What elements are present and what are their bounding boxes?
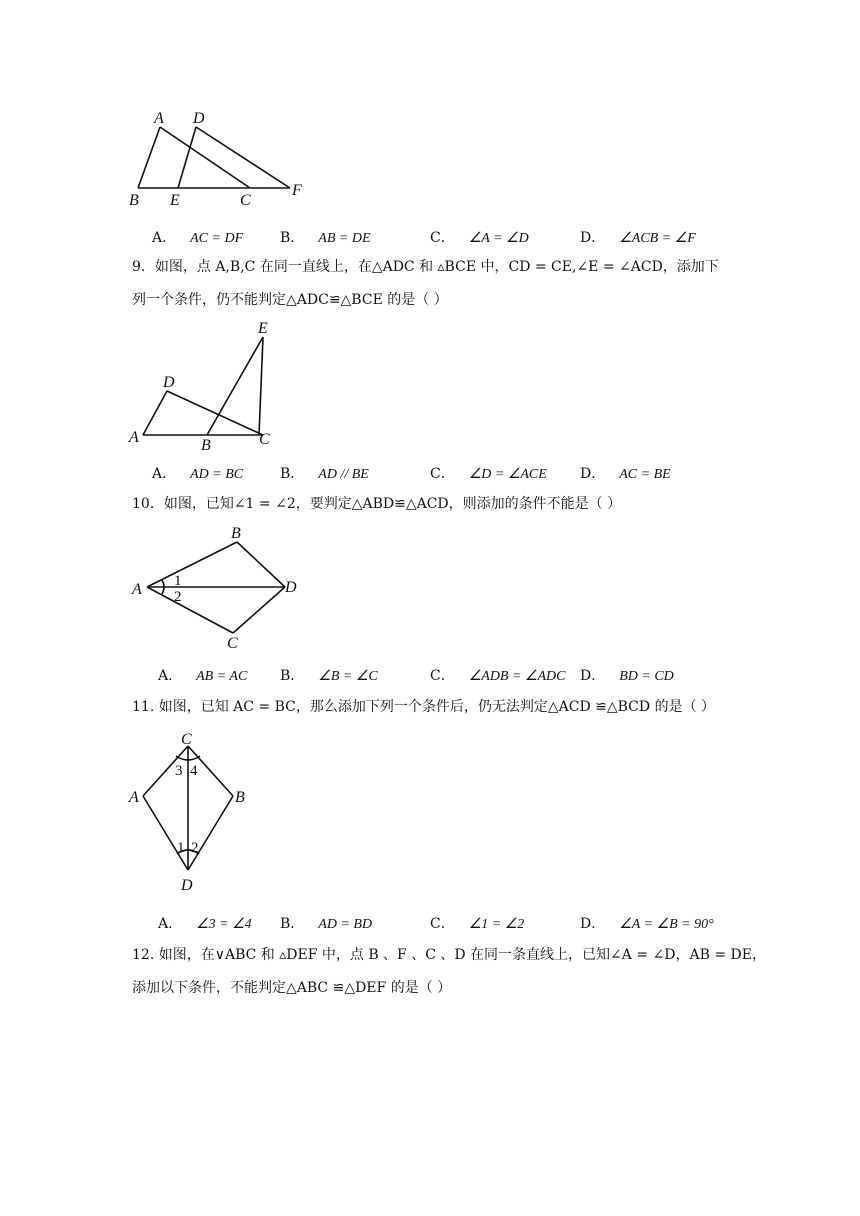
fig8-label-B: B: [129, 192, 139, 209]
fig8-label-E: E: [170, 192, 180, 209]
q11-option-b: B． AD = BD: [280, 916, 373, 932]
q9-option-b: B． AD // BE: [280, 466, 369, 482]
fig10-label-C: C: [227, 635, 238, 652]
q9-option-d: D． AC = BE: [580, 466, 671, 482]
fig10-label-D: D: [285, 579, 297, 596]
fig9-label-D: D: [163, 374, 175, 391]
fig11-label-C: C: [181, 731, 192, 748]
q8-option-b: B． AB = DE: [280, 230, 371, 246]
q12-stem-line2: 添加以下条件，不能判定△ABC ≌△DEF 的是（ ）: [132, 980, 452, 996]
fig11-angle-3: 3: [175, 763, 183, 779]
q9-option-a: A． AD = BC: [152, 466, 244, 482]
figure-q9: [125, 318, 285, 456]
fig10-angle-2: 2: [174, 589, 182, 605]
fig8-label-C: C: [240, 192, 251, 209]
fig9-label-B: B: [201, 437, 211, 454]
q10-option-c: C． ∠ADB = ∠ADC: [430, 668, 566, 684]
q8-option-c: C． ∠A = ∠D: [430, 230, 529, 246]
q8-option-d: D． ∠ACB = ∠F: [580, 230, 696, 246]
figure-q11: [125, 728, 265, 894]
fig9-label-E: E: [258, 320, 268, 337]
q12-stem-line1: 12. 如图，在∨ABC 和 ▵DEF 中，点 B 、F 、C 、D 在同一条直线上，已知∠A = ∠D，AB = DE，: [132, 947, 766, 963]
q10-option-a: A． AB = AC: [158, 668, 248, 684]
fig11-angle-4: 4: [190, 763, 198, 779]
q11-option-c: C． ∠1 = ∠2: [430, 916, 525, 932]
fig8-label-A: A: [154, 110, 164, 127]
figure-q8: [120, 105, 320, 215]
fig8-label-F: F: [292, 182, 302, 199]
q11-option-d: D． ∠A = ∠B = 90°: [580, 916, 714, 932]
fig11-label-D: D: [181, 877, 193, 894]
q9-stem-line2: 列一个条件，仍不能判定△ADC≌△BCE 的是（ ）: [132, 292, 448, 308]
q11-stem-line1: 11. 如图，已知 AC = BC，那么添加下列一个条件后，仍无法判定△ACD ≌△BCD 的是（ ）: [132, 699, 716, 715]
fig10-angle-1: 1: [174, 573, 182, 589]
fig9-label-C: C: [259, 431, 270, 448]
fig10-label-B: B: [231, 525, 241, 542]
q8-option-a: A． AC = DF: [152, 230, 244, 246]
fig10-label-A: A: [132, 581, 142, 598]
q11-option-a: A． ∠3 = ∠4: [158, 916, 252, 932]
fig9-label-A: A: [129, 429, 139, 446]
fig11-label-B: B: [235, 789, 245, 806]
fig11-angle-2: 2: [191, 840, 199, 856]
fig11-label-A: A: [129, 789, 139, 806]
q9-stem-line1: 9．如图，点 A,B,C 在同一直线上，在△ADC 和 ▵BCE 中，CD = CE,∠E = ∠ACD，添加下: [132, 259, 719, 275]
fig11-angle-1: 1: [177, 840, 185, 856]
q9-option-c: C． ∠D = ∠ACE: [430, 466, 547, 482]
q10-option-d: D． BD = CD: [580, 668, 674, 684]
fig8-label-D: D: [193, 110, 205, 127]
q10-stem-line1: 10．如图，已知∠1 = ∠2，要判定△ABD≌△ACD，则添加的条件不能是（ ）: [132, 496, 622, 512]
figure-q10: [125, 520, 310, 655]
q10-option-b: B． ∠B = ∠C: [280, 668, 378, 684]
